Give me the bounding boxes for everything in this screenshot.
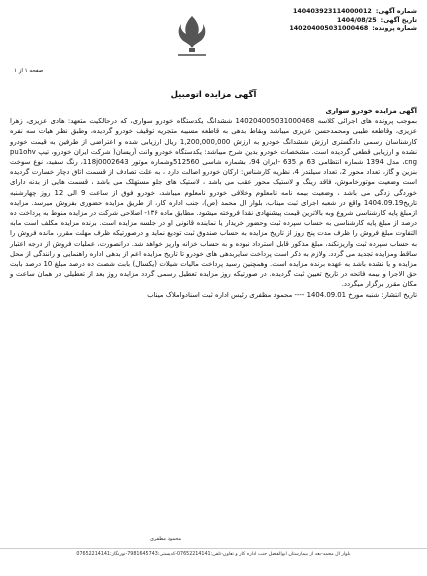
case-number-value: 140204005031000468 [289, 25, 369, 33]
publish-date: تاریخ انتشار: شنبه مورخ 1404.09.01 ---- محمود مظفری رئیس اداره ثبت اسنادواملاک میناب [147, 290, 417, 299]
signer-name: محمود مظفری [150, 536, 182, 542]
footer-address: بلوار ال محمد-بعد از بیمارستان ابوالفضل جنب اداره کار و تعاون-تلفن:07652214141-کدپستی:7981645743-نورنگار:07652214141 [0, 548, 427, 557]
notice-number-label: شماره آگهی: [375, 8, 417, 15]
case-number-label: شماره پرونده: [372, 25, 417, 33]
notice-date-value: 1404/08/25 [337, 16, 377, 24]
notice-date-label: تاریخ آگهی: [380, 16, 417, 24]
notice-body [10, 106, 417, 300]
notice-number-row [187, 8, 417, 17]
notice-date-row [187, 17, 417, 26]
document-title: آگهی مزایده اتومبیل [170, 90, 257, 100]
notice-meta [187, 8, 417, 34]
case-number-row [187, 25, 417, 34]
notice-number-value: 140403923114000012 [292, 8, 372, 15]
notice-paragraph: بموجب پرونده های اجرائی کلاسه 140204005031000468 ششدانگ یکدستگاه خودرو سواری، که درحالکیت متعهد: هادی عزیزی، زهرا عزیزی، وقاطعه طیبی ومحمدحسن عزیزی میباشد وبقاط بدهی به قاطعه مسیبه متجریه توقیف خودرو گردیده، وطبق نظر هیات سه نفره کارشناسان رسمی دادگستری ارزش ششدانگ خودرو به ارزش 1,200,000,000 ریال ارزیابی شده و اعتراضی از طرفین به قیمت خودرو نشده و ارزیابی قطعی گردیده است. مشخصات خودرو بدین شرح میباشد: یکدستگاه خودرو وانت آریسان( شرکت ایران خودرو، تیپ pu1ohv cng، مدل 1394 شماره انتظامی 63 م 635 -ایران 94، بشماره شاسی 512560وشماره موتور 118j0002643، رنگ سفید، نوع سوخت بنزین و گاز، تعداد محور 2، تعداد سیلندر 4، نظریه کارشناس: ارکان خودرو اصالت دارد ، به علت تصادف از قسمت اتاق دچار خسارت گردیده است وضعیت موتورخاموش، فاقد رینگ و لاستیک محور عقب می باشد ، لاستیک های جلو مستهلک می باشد ، قسمت هایی از بدنه دارای خوردگی زدگی می باشد ، وضعیت بیمه نامه نامعلوم وخلافی خودرو نامعلوم میباشد، خودرو فوق از ساعت 9 الی 12 روز چهارشنبه تاریخ1404.09.19 واقع در شعبه اجرای ثبت میناب، بلوار ال محمد (ص)، جنب اداره کار، از طریق مزایده حضوری بفروش میرسد. مزایده ازمبلغ پایه کارشناسی شروع وبه بالاترین قیمت پیشنهادی نقدا فروخته میشود. مطابق ماده ۱۳۶- اصلاحی شرکت در مزایده منوط به پرداخت ده درصد از مبلغ پایه کارشناسی به حساب سپرده ثبت وحضور خریدار یا نماینده قانونی او در جلسه مزایده است. برنده مزایده مکلف است مابه التفاوت مبلغ فروش را ظرف مدت پنج روز از تاریخ مزایده به حساب صندوق ثبت تودیع نماید و درصورتیکه ظرف مهلت مقرر، مانده فروش را به حساب سپرده ثبت واریزنکند، مبلغ مذکور قابل استرداد نبوده و به حساب خزانه واریز خواهد شد. درانصورت، عملیات فروش از درجه اعتبار ساقط ومزایده تجدید می گردد. ولازم به ذکر است پرداخت سایربدهی های خودرو تا تاریخ مزایده اعم از بدهی اداره راهنمایی و رانندگی از محل مزایده و یا نشده باشد به عهده برنده مزایده است. وهمچنین رسید پرداخت مالیات شیلات (یکسال) بابت شصت ده درصد مبلغ 10 درصد بابت حق الاجرا و بیمه فاتحه در تاریخ تعیین ثبت گردیده. در صورتیکه روز مزایده تعطیل رسمی گردد مزایده روز بعد از تعطیلی در همان ساعت و مکان مقرر برگزار میگردد. [10, 117, 418, 289]
emblem-icon [172, 12, 212, 60]
notice-heading: آگهی مزایده خودرو سواری [325, 107, 417, 115]
page-number: صفحه ۱ از ۱ [14, 68, 44, 74]
